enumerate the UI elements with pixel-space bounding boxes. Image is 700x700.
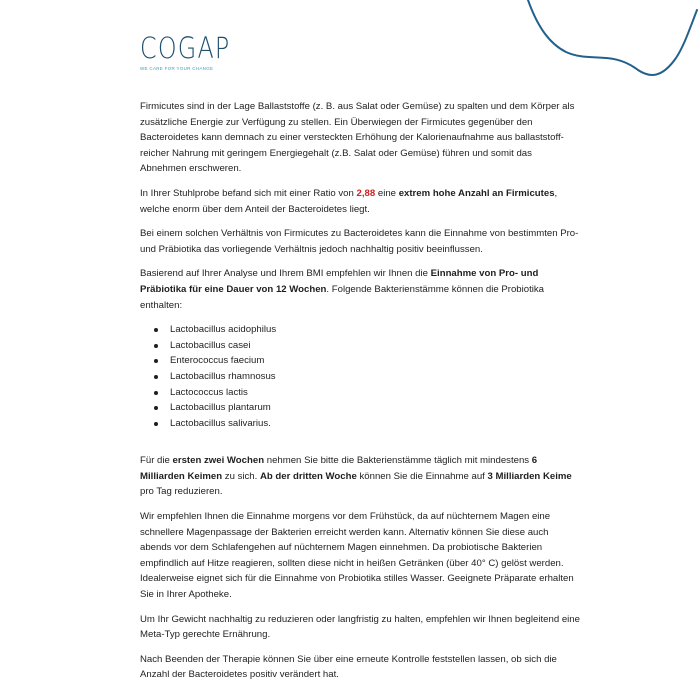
- paragraph-intake-advice: Wir empfehlen Ihnen die Einnahme morgens vor dem Frühstück, da auf nüchternem Magen eine schnellere Magenpassage der Bakterien erreicht werden kann. Alternativ können Sie diese auch abends vor dem Schlafengehen auf nüchternem Magen einnehmen. Da probiotische Bakterien empfindlich auf Hitze reagieren, sollten diese nicht in heißen Getränken (über 40° C) gelöst werden. Idealerweise eignet sich für die Einnahme von Probiotika stilles Wasser. Geeignete Präparate erhalten Sie in Ihrer Apotheke.: [140, 511, 574, 601]
- list-item: Enterococcus faecium: [140, 353, 580, 369]
- paragraph-follow-up: Nach Beenden der Therapie können Sie über eine erneute Kontrolle feststellen lassen, ob sich die Anzahl der Bacteroidetes positiv verändert hat.: [140, 653, 557, 681]
- ratio-assessment: extrem hohe Anzahl an Firmicutes: [398, 187, 555, 199]
- report-body: [140, 99, 580, 692]
- paragraph-firmicutes-intro: Firmicutes sind in der Lage Ballaststoffe (z. B. aus Salat oder Gemüse) zu spalten und dem Körper als zusätzliche Energie zur Verfügung zu stellen. Ein Überwiegen der Firmicutes gegenüber den Bacteroidetes kann demnach zu einer versteckten Erhöhung der Kalorienaufnahme aus ballaststoff-reicher Nahrung mit geringem Energiegehalt (z.B. Salat oder Gemüse) führen und somit das Abnehmen erschweren.: [140, 101, 575, 175]
- paragraph-ratio-result: In Ihrer Stuhlprobe befand sich mit einer Ratio von 2,88 eine extrem hohe Anzahl an Firmicutes, welche enorm über dem Anteil der Bacteroidetes liegt.: [140, 187, 558, 215]
- logo-wordmark: COGAP: [140, 31, 231, 65]
- decorative-wave-line: [0, 0, 700, 110]
- ratio-value: 2,88: [356, 187, 376, 199]
- list-item: Lactobacillus acidophilus: [140, 322, 580, 338]
- list-item: Lactobacillus rhamnosus: [140, 369, 580, 385]
- paragraph-probiotics-influence: Bei einem solchen Verhältnis von Firmicutes zu Bacteroidetes kann die Einnahme von bestimmten Pro- und Präbiotika das vorliegende Verhältnis jedoch nachhaltig positiv beeinflussen.: [140, 228, 579, 255]
- logo-tagline: WE CARE FOR YOUR CHANGE: [140, 66, 214, 71]
- paragraph-dosage: Für die ersten zwei Wochen nehmen Sie bitte die Bakterienstämme täglich mit mindestens 6 Milliarden Keimen zu sich. Ab der dritten Woche können Sie die Einnahme auf 3 Milliarden Keime pro Tag reduzieren.: [140, 455, 572, 498]
- spacer: [140, 431, 580, 453]
- list-item: Lactobacillus casei: [140, 338, 580, 354]
- paragraph-recommendation: Basierend auf Ihrer Analyse und Ihrem BMI empfehlen wir Ihnen die Einnahme von Pro- und Präbiotika für eine Dauer von 12 Wochen. Folgende Bakterienstämme können die Probiotika enthalten:: [140, 268, 545, 311]
- list-item: Lactococcus lactis: [140, 385, 580, 401]
- list-item: Lactobacillus salivarius.: [140, 416, 580, 432]
- bacteria-strain-list: [140, 322, 580, 431]
- cogap-logo: [140, 31, 250, 71]
- recommendation-duration: Einnahme von Pro- und Präbiotika für eine Dauer von 12 Wochen: [140, 268, 539, 295]
- list-item: Lactobacillus plantarum: [140, 400, 580, 416]
- paragraph-diet-advice: Um Ihr Gewicht nachhaltig zu reduzieren oder langfristig zu halten, empfehlen wir Ihnen begleitend eine Meta-Typ gerechte Ernährung.: [140, 613, 580, 641]
